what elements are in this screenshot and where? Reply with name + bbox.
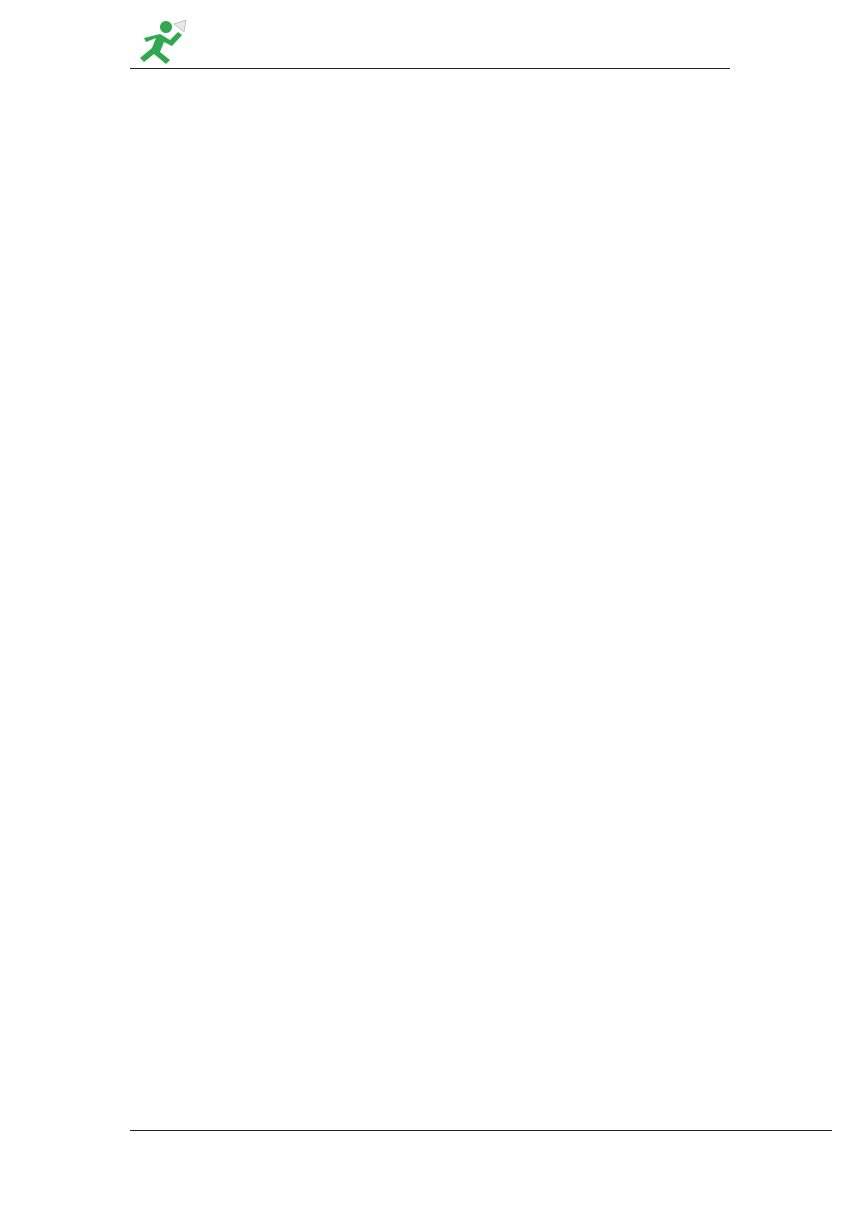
site-logo[interactable] — [130, 18, 340, 70]
page-header — [130, 18, 730, 70]
header-divider — [130, 68, 730, 69]
watermark — [170, 165, 467, 640]
runner-logo-icon — [130, 18, 190, 68]
footer-divider — [130, 1130, 832, 1131]
